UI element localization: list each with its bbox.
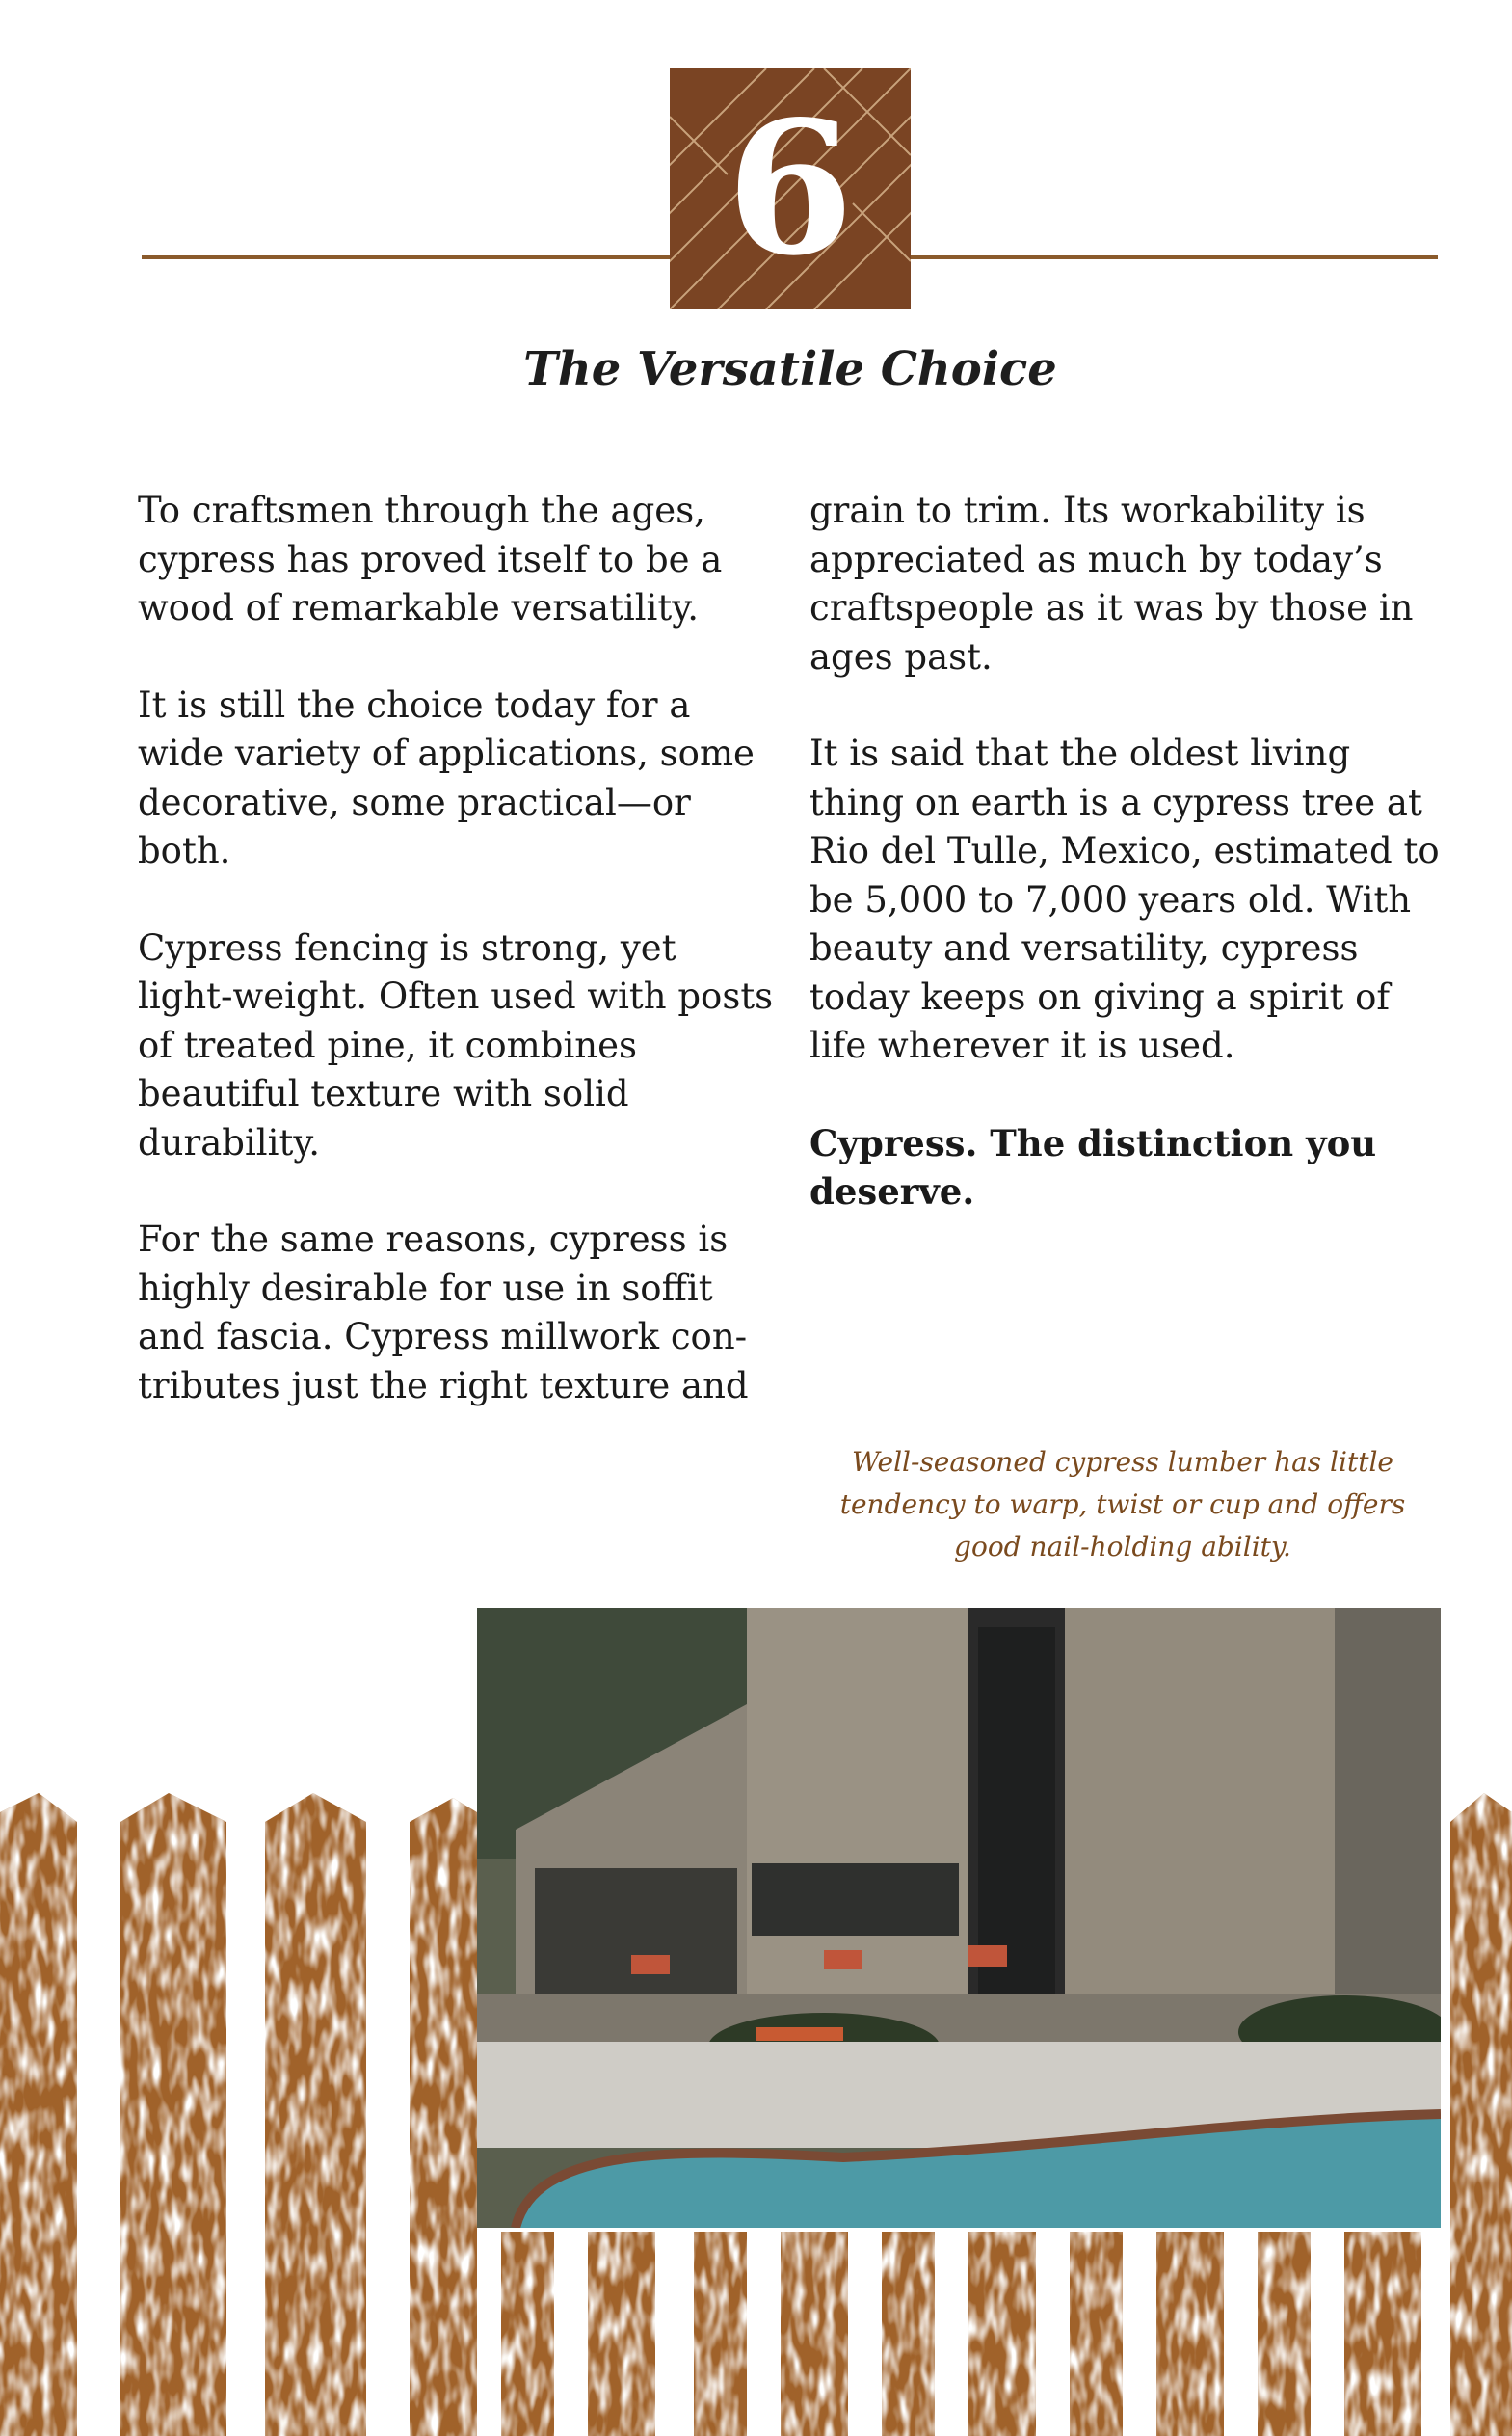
chapter-badge [670, 68, 911, 309]
left-column [138, 487, 774, 1459]
page-title: The Versatile Choice [523, 342, 1057, 396]
paragraph: It is still the choice today for a wide variety of applications, some decorative, some practical—or both. [138, 683, 755, 871]
house-pool-photo [477, 1608, 1441, 2228]
paragraph: Cypress fencing is strong, yet light-weight. Often used with posts of treated pine, it combines beautiful texture with solid durability. [138, 926, 774, 1164]
paragraph: To craftsmen through the ages, cypress has proved itself to be a wood of remarkable versatility. [138, 490, 723, 629]
header-rule-left [142, 255, 670, 259]
right-column [809, 487, 1446, 1265]
paragraph: grain to trim. Its workability is appreciated as much by today’s craftspeople as it was by those in ages past. [809, 490, 1414, 678]
chapter-number: 6 [726, 81, 855, 296]
paragraph: It is said that the oldest living thing on earth is a cypress tree at Rio del Tulle, Mexico, estimated to be 5,000 to 7,000 years old. With beauty and versatility, cypress today keeps on giving a spirit of life wherever it is used. [809, 733, 1440, 1066]
paragraph: For the same reasons, cypress is highly desirable for use in soffit and fascia. Cypress millwork con-tributes just the right texture and [138, 1218, 749, 1406]
closing-tagline: Cypress. The distinction you deserve. [809, 1121, 1377, 1213]
photo-caption: Well-seasoned cypress lumber has little tendency to warp, twist or cup and offers good nail-holding ability. [839, 1446, 1406, 1563]
header-rule-right [910, 255, 1438, 259]
